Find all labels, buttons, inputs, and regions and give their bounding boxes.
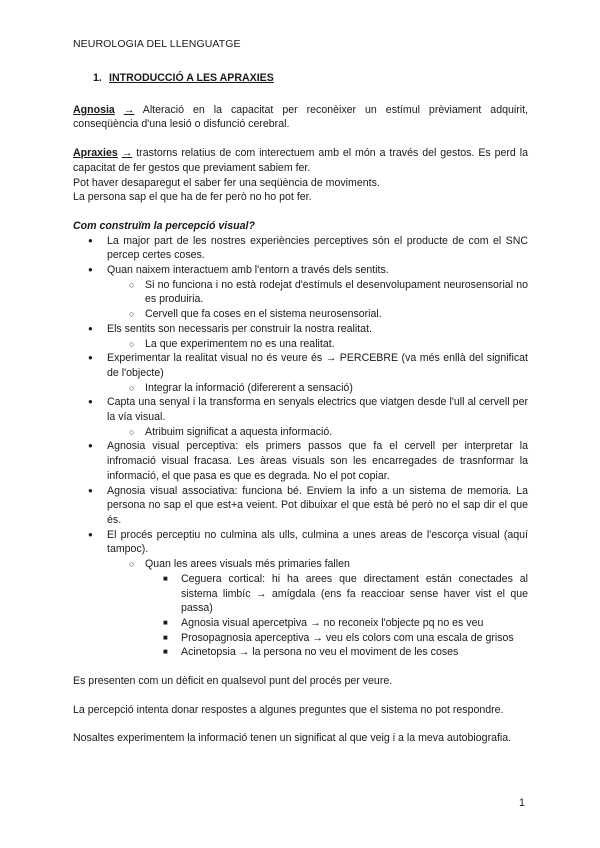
list-item: ■ Acinetopsia → la persona no veu el moviment de les coses <box>73 645 528 660</box>
list-item: ● Agnosia visual perceptiva: els primers passos que fa el cervell per interpretar la infromació visual fracasa. Les àreas visuals son les encarregades de trasnformar la informació, el que pasa es que es degrada. No el pot copiar. <box>73 439 528 483</box>
apraxies-arrow: → <box>121 147 133 160</box>
agnosia-term: Agnosia <box>73 103 115 116</box>
closing-paragraph-2: La percepció intenta donar respostes a algunes preguntes que el sistema no pot respondre. <box>73 703 504 716</box>
agnosia-text: Alteració en la capacitat per reconèixer un estímul prèviament adquirit, conseqüència d'una lesió o disfunció cerebral. <box>73 103 528 131</box>
section-heading <box>93 71 528 86</box>
perception-list <box>73 234 528 660</box>
list-item: ● La major part de les nostres experiències perceptives són el producte de com el SNC percep certes coses. <box>73 234 528 263</box>
list-item: ○ Integrar la informació (difererent a sensació) <box>73 381 528 396</box>
list-item: ● Experimentar la realitat visual no és veure és → PERCEBRE (va més enllà del significat de l'objecte) <box>73 351 528 380</box>
apraxies-text: trastorns relatius de com interectuem amb el món a través del gestos. Es perd la capacitat de fer gestos que previament sabiem fer. <box>73 147 528 174</box>
apraxies-line-3: La persona sap el que ha de fer però no ho pot fer. <box>73 191 312 204</box>
page-number: 1 <box>519 797 525 809</box>
list-item: ○ Si no funciona i no està rodejat d'estímuls el desenvolupament neurosensorial no es produiria. <box>73 278 528 307</box>
list-item: ○ Cervell que fa coses en el sistema neurosensorial. <box>73 307 528 322</box>
list-item: ○ Atribuim significat a aquesta informació. <box>73 425 528 440</box>
page-content <box>73 71 528 760</box>
apraxies-line-2: Pot haver desaparegut el saber fer una seqüència de moviments. <box>73 176 380 189</box>
section-number: 1. <box>93 72 102 84</box>
list-item: ■ Agnosia visual apercetpiva → no reconeix l'objecte pq no es veu <box>73 616 528 631</box>
apraxies-term: Apraxies <box>73 147 118 160</box>
list-item: ■ Ceguera cortical: hi ha arees que directament están conectades al sistema limbíc → amígdala (ens fa reaccioar sense haver vist el que passa) <box>73 572 528 616</box>
list-item: ● Els sentits son necessaris per construir la nostra realitat. <box>73 322 528 337</box>
list-item: ● Capta una senyal i la transforma en senyals electrics que viatgen desde l'ull al cervell per la vía visual. <box>73 395 528 424</box>
list-item: ○ La que experimentem no es una realitat. <box>73 337 528 352</box>
list-item: ○ Quan les arees visuals més primaries fallen <box>73 557 528 572</box>
closing-paragraph-3: Nosaltes experimentem la informació tenen un significat al que veig i a la meva autobiografia. <box>73 732 512 745</box>
list-item: ■ Prosopagnosia aperceptiva → veu els colors com una escala de grisos <box>73 631 528 646</box>
list-item: ● El procés perceptiu no culmina als ulls, culmina a unes areas de l'escorça visual (aquí tampoc). <box>73 528 528 557</box>
agnosia-definition <box>73 103 528 132</box>
agnosia-arrow: → <box>123 103 135 116</box>
perception-heading: Com construïm la percepció visual? <box>73 219 255 232</box>
closing-paragraph-1: Es presenten com un dèficit en qualsevol punt del procés per veure. <box>73 675 393 688</box>
running-header: NEUROLOGIA DEL LLENGUATGE <box>73 38 241 50</box>
section-title: INTRODUCCIÓ A LES APRAXIES <box>109 72 274 84</box>
list-item: ● Quan naixem interactuem amb l'entorn a través dels sentits. <box>73 263 528 278</box>
apraxies-definition <box>73 146 528 175</box>
list-item: ● Agnosia visual associativa: funciona bé. Enviem la info a un sistema de memoria. La persona no sap el que est+a veient. Pot dibuixar el que està bé però no el sap dir el que és. <box>73 484 528 528</box>
